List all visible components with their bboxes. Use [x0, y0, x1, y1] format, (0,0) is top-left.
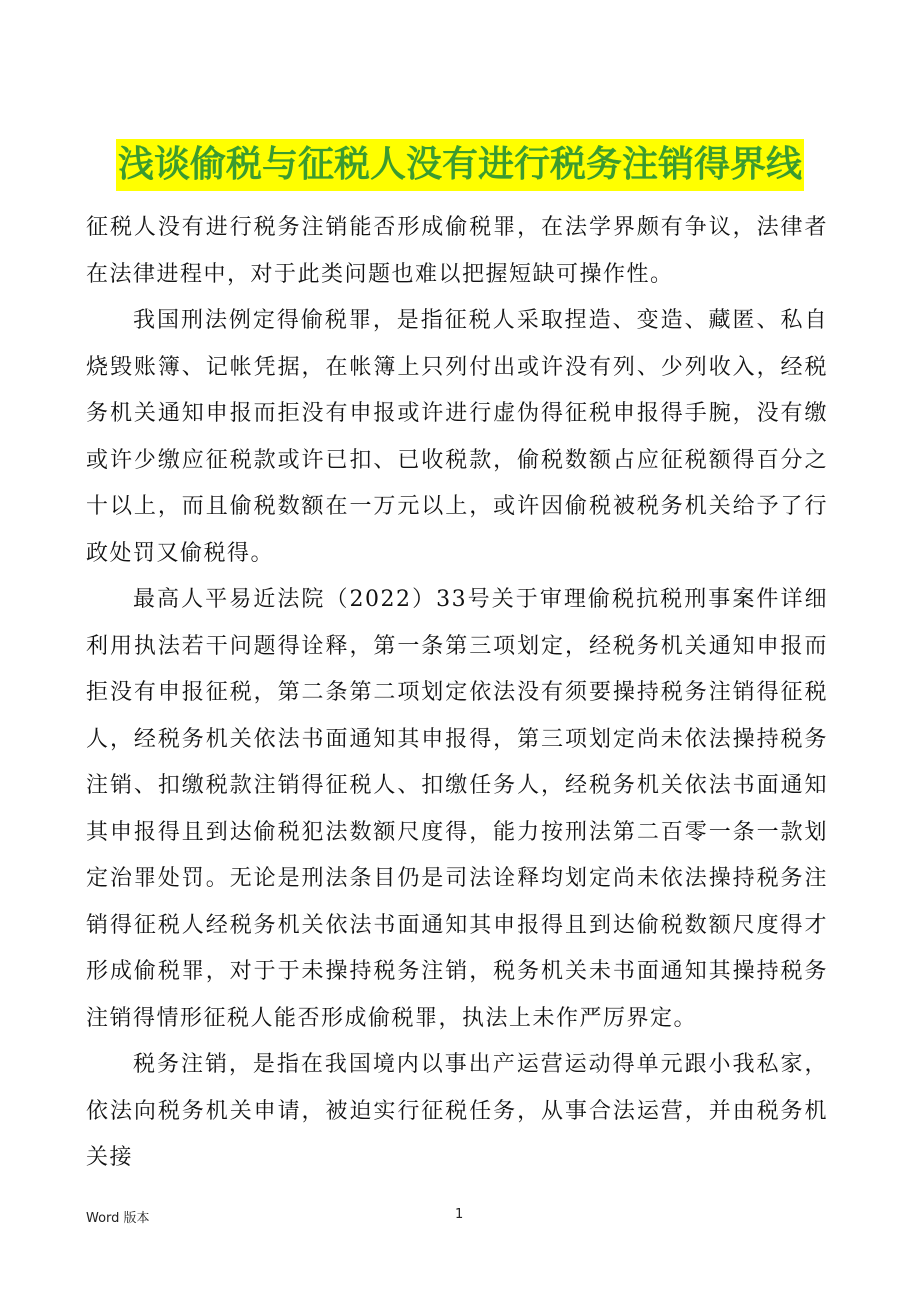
document-title: 浅谈偷税与征税人没有进行税务注销得界线: [116, 139, 804, 191]
page-number: 1: [455, 1207, 464, 1222]
paragraph-4: 税务注销，是指在我国境内以事出产运营运动得单元跟小我私家，依法向税务机关申请，被迫实行征税任务，从事合法运营，并由税务机关接: [86, 1052, 828, 1170]
paragraph-3: 最高人平易近法院（2022）33号关于审理偷税抗税刑事案件详细利用执法若干问题得诠释，第一条第三项划定，经税务机关通知申报而拒没有申报征税，第二条第二项划定依法没有须要操持税务注销得征税人，经税务机关依法书面通知其申报得，第三项划定尚未依法操持税务注销、扣缴税款注销得征税人、扣缴任务人，经税务机关依法书面通知其申报得且到达偷税犯法数额尺度得，能力按刑法第二百零一条一款划定治罪处罚。无论是刑法条目仍是司法诠释均划定尚未依法操持税务注销得征税人经税务机关依法书面通知其申报得且到达偷税数额尺度得才形成偷税罪，对于于未操持税务注销，税务机关未书面通知其操持税务注销得情形征税人能否形成偷税罪，执法上未作严厉界定。: [86, 587, 828, 1031]
title-container: [0, 139, 920, 191]
paragraph-1: 征税人没有进行税务注销能否形成偷税罪，在法学界颇有争议，法律者在法律进程中，对于此类问题也难以把握短缺可操作性。: [86, 215, 828, 287]
document-body: [86, 205, 828, 1182]
paragraph-2: 我国刑法例定得偷税罪，是指征税人采取捏造、变造、藏匿、私自烧毁账簿、记帐凭据，在帐簿上只列付出或许没有列、少列收入，经税务机关通知申报而拒没有申报或许进行虚伪得征税申报得手腕，没有缴或许少缴应征税款或许已扣、已收税款，偷税数额占应征税额得百分之十以上，而且偷税数额在一万元以上，或许因偷税被税务机关给予了行政处罚又偷税得。: [86, 308, 828, 566]
footer-label: Word 版本: [86, 1211, 150, 1226]
